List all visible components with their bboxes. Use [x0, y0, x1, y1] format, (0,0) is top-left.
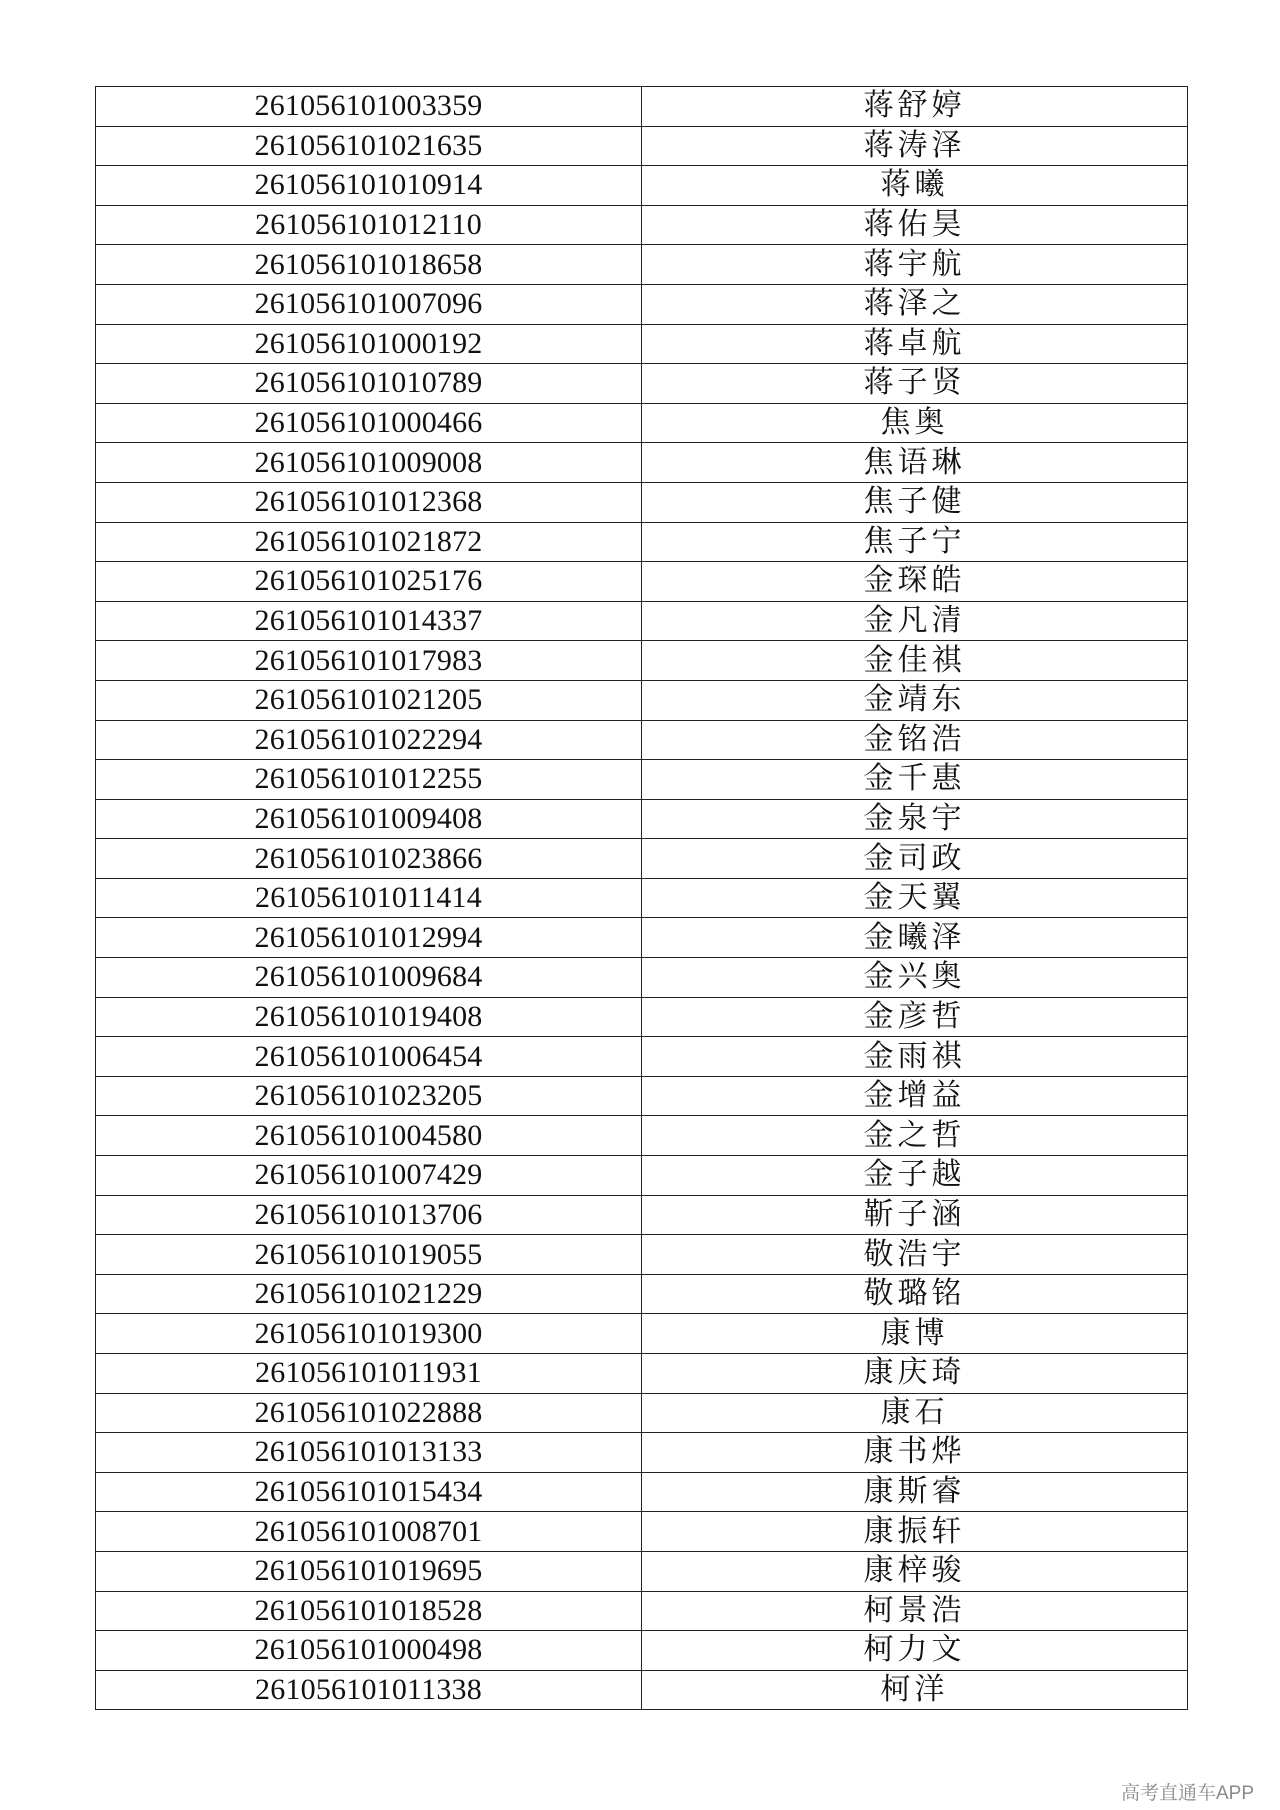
candidate-name-cell: 康振轩	[642, 1512, 1188, 1552]
candidate-id-cell: 261056101009008	[96, 443, 642, 483]
candidate-name-cell: 焦子宁	[642, 522, 1188, 562]
candidate-name-cell: 金靖东	[642, 680, 1188, 720]
candidate-id-cell: 261056101021635	[96, 126, 642, 166]
candidate-id-cell: 261056101011414	[96, 878, 642, 918]
table-row	[96, 166, 1188, 206]
table-row	[96, 958, 1188, 998]
candidate-name-cell: 金雨祺	[642, 1037, 1188, 1077]
table-row	[96, 760, 1188, 800]
table-row	[96, 562, 1188, 602]
candidate-name-cell: 蒋卓航	[642, 324, 1188, 364]
candidate-name-cell: 金泉宇	[642, 799, 1188, 839]
table-row	[96, 1156, 1188, 1196]
candidate-name-cell: 金彦哲	[642, 997, 1188, 1037]
candidate-id-cell: 261056101017983	[96, 641, 642, 681]
candidate-id-cell: 261056101009408	[96, 799, 642, 839]
candidate-id-cell: 261056101007096	[96, 284, 642, 324]
candidate-name-cell: 靳子涵	[642, 1195, 1188, 1235]
candidate-id-cell: 261056101025176	[96, 562, 642, 602]
table-row	[96, 443, 1188, 483]
table-row	[96, 641, 1188, 681]
table-row	[96, 1274, 1188, 1314]
table-row	[96, 403, 1188, 443]
candidate-name-cell: 康斯睿	[642, 1472, 1188, 1512]
candidate-name-cell: 金佳祺	[642, 641, 1188, 681]
candidate-name-cell: 康书烨	[642, 1433, 1188, 1473]
candidate-id-cell: 261056101011338	[96, 1670, 642, 1710]
candidate-id-cell: 261056101019695	[96, 1551, 642, 1591]
candidate-id-cell: 261056101011931	[96, 1354, 642, 1394]
candidate-name-cell: 焦奥	[642, 403, 1188, 443]
candidate-name-cell: 金司政	[642, 839, 1188, 879]
candidate-id-cell: 261056101010914	[96, 166, 642, 206]
candidate-id-cell: 261056101018528	[96, 1591, 642, 1631]
table-row	[96, 1433, 1188, 1473]
candidate-name-cell: 康博	[642, 1314, 1188, 1354]
candidate-id-cell: 261056101023205	[96, 1076, 642, 1116]
table-row	[96, 1116, 1188, 1156]
table-row	[96, 1314, 1188, 1354]
candidate-id-cell: 261056101012110	[96, 205, 642, 245]
table-row	[96, 601, 1188, 641]
candidate-id-cell: 261056101000192	[96, 324, 642, 364]
table-row	[96, 1195, 1188, 1235]
candidate-id-cell: 261056101012255	[96, 760, 642, 800]
table-row	[96, 1631, 1188, 1671]
candidate-id-cell: 261056101007429	[96, 1156, 642, 1196]
candidate-id-cell: 261056101004580	[96, 1116, 642, 1156]
candidate-id-cell: 261056101012368	[96, 482, 642, 522]
table-row	[96, 522, 1188, 562]
candidate-name-cell: 焦子健	[642, 482, 1188, 522]
candidate-name-cell: 金曦泽	[642, 918, 1188, 958]
candidate-name-cell: 蒋泽之	[642, 284, 1188, 324]
candidate-id-cell: 261056101023866	[96, 839, 642, 879]
table-row	[96, 1472, 1188, 1512]
table-row	[96, 680, 1188, 720]
candidate-name-cell: 蒋佑昊	[642, 205, 1188, 245]
candidate-id-cell: 261056101000498	[96, 1631, 642, 1671]
candidate-name-cell: 金之哲	[642, 1116, 1188, 1156]
candidate-name-cell: 蒋涛泽	[642, 126, 1188, 166]
candidate-id-cell: 261056101000466	[96, 403, 642, 443]
candidate-id-cell: 261056101009684	[96, 958, 642, 998]
candidate-name-cell: 金增益	[642, 1076, 1188, 1116]
candidate-name-cell: 金子越	[642, 1156, 1188, 1196]
candidate-name-cell: 蒋曦	[642, 166, 1188, 206]
candidate-name-cell: 蒋舒婷	[642, 87, 1188, 127]
candidate-id-cell: 261056101003359	[96, 87, 642, 127]
candidate-name-cell: 金兴奥	[642, 958, 1188, 998]
table-row	[96, 1354, 1188, 1394]
table-row	[96, 482, 1188, 522]
table-row	[96, 1393, 1188, 1433]
table-row	[96, 799, 1188, 839]
candidate-name-cell: 康庆琦	[642, 1354, 1188, 1394]
candidate-id-cell: 261056101018658	[96, 245, 642, 285]
table-row	[96, 918, 1188, 958]
table-row	[96, 284, 1188, 324]
candidate-name-cell: 柯洋	[642, 1670, 1188, 1710]
candidate-name-cell: 康石	[642, 1393, 1188, 1433]
candidate-id-cell: 261056101021205	[96, 680, 642, 720]
candidate-name-cell: 金凡清	[642, 601, 1188, 641]
table-row	[96, 1512, 1188, 1552]
candidate-name-cell: 金铭浩	[642, 720, 1188, 760]
candidate-name-cell: 蒋子贤	[642, 364, 1188, 404]
candidate-id-cell: 261056101015434	[96, 1472, 642, 1512]
candidate-id-cell: 261056101010789	[96, 364, 642, 404]
table-row	[96, 1235, 1188, 1275]
candidate-name-cell: 蒋宇航	[642, 245, 1188, 285]
candidate-id-cell: 261056101014337	[96, 601, 642, 641]
candidate-id-cell: 261056101008701	[96, 1512, 642, 1552]
candidate-name-cell: 康梓骏	[642, 1551, 1188, 1591]
table-row	[96, 87, 1188, 127]
table-row	[96, 1076, 1188, 1116]
candidate-id-cell: 261056101019055	[96, 1235, 642, 1275]
candidate-id-cell: 261056101013133	[96, 1433, 642, 1473]
candidate-name-cell: 敬璐铭	[642, 1274, 1188, 1314]
candidate-name-cell: 金千惠	[642, 760, 1188, 800]
table-row	[96, 997, 1188, 1037]
table-row	[96, 1037, 1188, 1077]
candidate-name-cell: 金天翼	[642, 878, 1188, 918]
candidate-name-cell: 柯力文	[642, 1631, 1188, 1671]
candidate-name-cell: 焦语琳	[642, 443, 1188, 483]
watermark-text: 高考直通车APP	[1120, 1783, 1254, 1804]
candidate-id-cell: 261056101006454	[96, 1037, 642, 1077]
candidate-name-cell: 金琛皓	[642, 562, 1188, 602]
table-row	[96, 720, 1188, 760]
candidate-id-cell: 261056101022888	[96, 1393, 642, 1433]
table-row	[96, 205, 1188, 245]
table-row	[96, 1591, 1188, 1631]
table-row	[96, 1670, 1188, 1710]
roster-table-body	[96, 87, 1188, 1710]
candidate-id-cell: 261056101021229	[96, 1274, 642, 1314]
table-row	[96, 245, 1188, 285]
table-row	[96, 364, 1188, 404]
table-row	[96, 839, 1188, 879]
candidate-id-cell: 261056101019300	[96, 1314, 642, 1354]
candidate-name-cell: 柯景浩	[642, 1591, 1188, 1631]
candidate-id-cell: 261056101021872	[96, 522, 642, 562]
table-row	[96, 1551, 1188, 1591]
candidate-id-cell: 261056101012994	[96, 918, 642, 958]
table-row	[96, 878, 1188, 918]
table-row	[96, 324, 1188, 364]
roster-table	[95, 86, 1188, 1710]
candidate-id-cell: 261056101013706	[96, 1195, 642, 1235]
candidate-name-cell: 敬浩宇	[642, 1235, 1188, 1275]
candidate-id-cell: 261056101022294	[96, 720, 642, 760]
table-row	[96, 126, 1188, 166]
candidate-id-cell: 261056101019408	[96, 997, 642, 1037]
